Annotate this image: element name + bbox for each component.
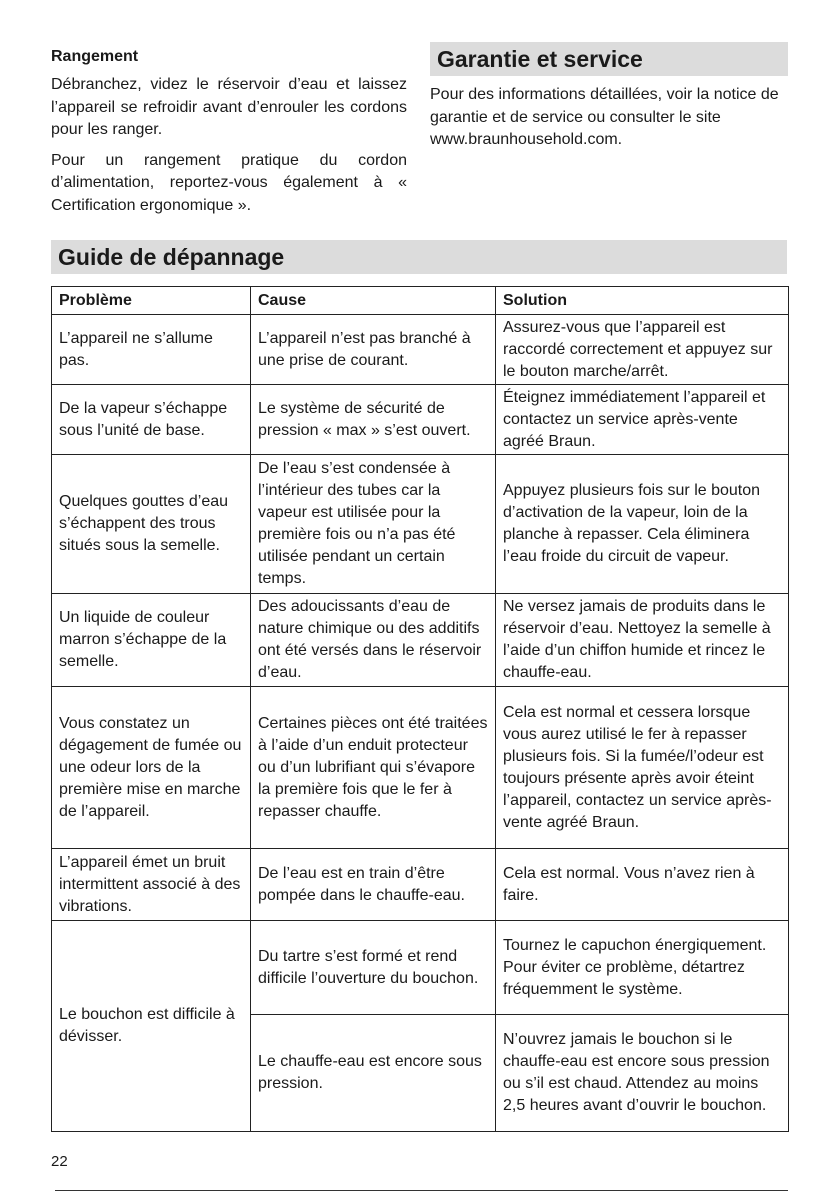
table-row xyxy=(52,921,789,1015)
warranty-text: Pour des informations détaillées, voir la notice de garantie et de service ou consulter le site www.braunhousehold.com. xyxy=(430,86,779,148)
problem-cell: L’appareil ne s’allume pas. xyxy=(52,315,251,385)
cause-cell: Des adoucissants d’eau de nature chimique ou des additifs ont été versés dans le réservoir d’eau. xyxy=(251,594,496,687)
problem-cell: L’appareil émet un bruit intermittent associé à des vibrations. xyxy=(52,849,251,921)
warranty-section xyxy=(430,42,788,152)
cause-cell: De l’eau s’est condensée à l’intérieur des tubes car la vapeur est utilisée pour la première fois ou n’a pas été utilisée pendant un certain temps. xyxy=(251,455,496,594)
solution-cell: Cela est normal. Vous n’avez rien à faire. xyxy=(496,849,789,921)
storage-paragraph-1: Débranchez, videz le réservoir d’eau et laissez l’appareil se refroidir avant d’enrouler les cordons pour les ranger. xyxy=(51,76,407,138)
storage-heading: Rangement xyxy=(51,48,139,65)
table-row xyxy=(52,315,789,385)
solution-cell: Cela est normal et cessera lorsque vous aurez utilisé le fer à repasser plusieurs fois. Si la fumée/l’odeur est toujours présente après avoir éteint l’appareil, contactez un service après-vente agréé Braun. xyxy=(496,687,789,849)
solution-cell: Appuyez plusieurs fois sur le bouton d’activation de la vapeur, loin de la planche à repasser. Cela éliminera l’eau froide du circuit de vapeur. xyxy=(496,455,789,594)
troubleshooting-heading: Guide de dépannage xyxy=(51,240,787,274)
footer-divider xyxy=(55,1190,788,1191)
solution-cell: Éteignez immédiatement l’appareil et contactez un service après-vente agréé Braun. xyxy=(496,385,789,455)
problem-cell: Vous constatez un dégagement de fumée ou une odeur lors de la première mise en marche de l’appareil. xyxy=(52,687,251,849)
table-row xyxy=(52,594,789,687)
cause-cell: De l’eau est en train d’être pompée dans le chauffe-eau. xyxy=(251,849,496,921)
solution-cell: Ne versez jamais de produits dans le réservoir d’eau. Nettoyez la semelle à l’aide d’un chiffon humide et rincez le chauffe-eau. xyxy=(496,594,789,687)
problem-cell: Quelques gouttes d’eau s’échappent des trous situés sous la semelle. xyxy=(52,455,251,594)
header-solution: Solution xyxy=(496,287,789,315)
solution-cell: Tournez le capuchon énergiquement. Pour éviter ce problème, détartrez fréquemment le système. xyxy=(496,921,789,1015)
warranty-heading: Garantie et service xyxy=(430,42,788,76)
table-row xyxy=(52,385,789,455)
problem-cell: Un liquide de couleur marron s’échappe de la semelle. xyxy=(52,594,251,687)
storage-section xyxy=(51,46,407,225)
header-problem: Problème xyxy=(52,287,251,315)
table-row xyxy=(52,687,789,849)
table-row xyxy=(52,455,789,594)
problem-cell: De la vapeur s’échappe sous l’unité de base. xyxy=(52,385,251,455)
cause-cell: L’appareil n’est pas branché à une prise de courant. xyxy=(251,315,496,385)
storage-paragraph-2: Pour un rangement pratique du cordon d’alimentation, reportez-vous également à « Certification ergonomique ». xyxy=(51,151,407,214)
solution-cell: Assurez-vous que l’appareil est raccordé correctement et appuyez sur le bouton marche/arrêt. xyxy=(496,315,789,385)
cause-cell: Le système de sécurité de pression « max » s’est ouvert. xyxy=(251,385,496,455)
page-number: 22 xyxy=(51,1153,68,1170)
table-row xyxy=(52,849,789,921)
cause-cell: Le chauffe-eau est encore sous pression. xyxy=(251,1015,496,1132)
cause-cell: Du tartre s’est formé et rend difficile l’ouverture du bouchon. xyxy=(251,921,496,1015)
solution-cell: N’ouvrez jamais le bouchon si le chauffe-eau est encore sous pression ou s’il est chaud. Attendez au moins 2,5 heures avant d’ouvrir le bouchon. xyxy=(496,1015,789,1132)
header-cause: Cause xyxy=(251,287,496,315)
problem-cell: Le bouchon est difficile à dévisser. xyxy=(52,921,251,1132)
table-header-row xyxy=(52,287,789,315)
troubleshooting-table xyxy=(51,286,789,1132)
cause-cell: Certaines pièces ont été traitées à l’aide d’un enduit protecteur ou d’un lubrifiant qui s’évapore la première fois que le fer à repasser chauffe. xyxy=(251,687,496,849)
